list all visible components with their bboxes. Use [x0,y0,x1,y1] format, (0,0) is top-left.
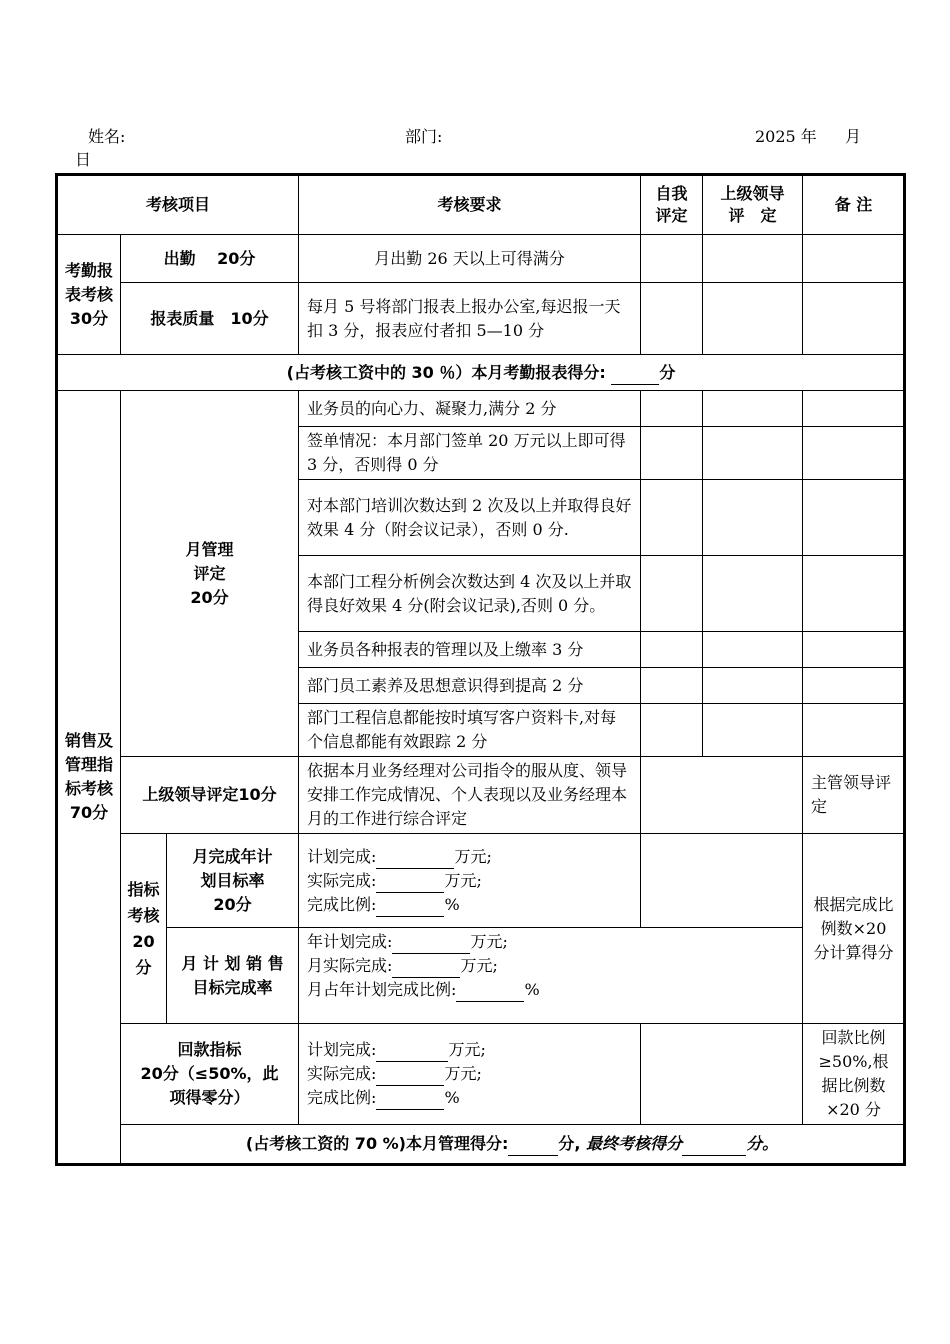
mgmt-item-staff-quality: 部门员工素养及思想意识得到提高 2 分 [299,668,641,704]
evaluation-table [55,173,906,1166]
department-label: 部门: [405,127,443,146]
attendance-item: 出勤 20分 [121,235,299,283]
payback-requirement: 计划完成: 万元; 实际完成: 万元; 完成比例: % [299,1024,641,1125]
supervisor-eval-score[interactable] [641,757,803,834]
mgmt-item-note[interactable] [803,427,905,480]
mgmt-item-supervisor-eval[interactable] [703,668,803,704]
report-quality-supervisor-eval[interactable] [703,283,803,355]
mgmt-item-note[interactable] [803,704,905,757]
mgmt-item-self-eval[interactable] [641,556,703,632]
attendance-self-eval[interactable] [641,235,703,283]
column-header-row [57,175,905,235]
mgmt-score-blank[interactable] [508,1137,558,1156]
final-summary-row [57,1125,905,1165]
index-group-label: 指标考核20分 [121,834,167,1024]
supervisor-eval-note: 主管领导评定 [803,757,905,834]
annual-actual-blank[interactable] [376,874,444,893]
report-quality-row [57,283,905,355]
mgmt-item-row [57,391,905,427]
mgmt-item-self-eval[interactable] [641,480,703,556]
attendance-row [57,235,905,283]
annual-rate-row [57,834,905,928]
attendance-supervisor-eval[interactable] [703,235,803,283]
payback-row [57,1024,905,1125]
payback-note: 回款比例≥50%,根据比例数×20 分 [803,1024,905,1125]
final-score-blank[interactable] [682,1137,746,1156]
payback-label: 回款指标 20分（≤50%，此 项得零分） [121,1024,299,1125]
name-label: 姓名: [88,127,126,146]
report-quality-self-eval[interactable] [641,283,703,355]
monthly-mgmt-label: 月管理 评定 20分 [121,391,299,757]
mgmt-item-note[interactable] [803,668,905,704]
annual-rate-score[interactable] [641,834,803,928]
monthly-rate-requirement: 年计划完成: 万元; 月实际完成: 万元; 月占年计划完成比例: % [299,928,803,1024]
year-label: 2025 年 [755,127,817,146]
annual-ratio-blank[interactable] [376,898,444,917]
mgmt-item-training: 对本部门培训次数达到 2 次及以上并取得良好效果 4 分（附会议记录），否则 0 分. [299,480,641,556]
mgmt-item-cohesion: 业务员的向心力、凝聚力,满分 2 分 [299,391,641,427]
mgmt-item-note[interactable] [803,391,905,427]
attendance-requirement: 月出勤 26 天以上可得满分 [299,235,641,283]
mgmt-item-supervisor-eval[interactable] [703,427,803,480]
index-note: 根据完成比例数×20 分计算得分 [803,834,905,1024]
annual-plan-blank[interactable] [376,850,454,869]
final-summary: (占考核工资的 70 %)本月管理得分: 分, 最终考核得分 分。 [121,1125,905,1165]
mgmt-item-supervisor-eval[interactable] [703,632,803,668]
col-note-header: 备 注 [803,175,905,235]
monthly-rate-label: 月 计 划 销 售 目标完成率 [167,928,299,1024]
mgmt-item-self-eval[interactable] [641,391,703,427]
attendance-note[interactable] [803,235,905,283]
payback-ratio-blank[interactable] [376,1091,444,1110]
month-label: 月 [845,127,862,146]
mgmt-item-reports: 业务员各种报表的管理以及上缴率 3 分 [299,632,641,668]
sales-group-label: 销售及管理指标考核70分 [57,391,121,1165]
day-label: 日 [75,150,92,169]
month-ratio-blank[interactable] [456,983,524,1002]
annual-rate-label: 月完成年计 划目标率 20分 [167,834,299,928]
payback-actual-blank[interactable] [376,1067,444,1086]
mgmt-item-self-eval[interactable] [641,427,703,480]
mgmt-item-note[interactable] [803,632,905,668]
annual-rate-requirement: 计划完成: 万元; 实际完成: 万元; 完成比例: % [299,834,641,928]
payback-score[interactable] [641,1024,803,1125]
month-actual-blank[interactable] [392,959,460,978]
attendance-group-label: 考勤报表考核30分 [57,235,121,355]
payback-plan-blank[interactable] [376,1043,448,1062]
mgmt-item-supervisor-eval[interactable] [703,480,803,556]
supervisor-eval-label: 上级领导评定10分 [121,757,299,834]
attendance-summary: (占考核工资中的 30 ％）本月考勤报表得分: 分 [57,355,905,391]
col-supervisor-eval-header: 上级领导 评 定 [703,175,803,235]
mgmt-item-analysis-meeting: 本部门工程分析例会次数达到 4 次及以上并取得良好效果 4 分(附会议记录),否则 0 分。 [299,556,641,632]
mgmt-item-supervisor-eval[interactable] [703,704,803,757]
report-quality-requirement: 每月 5 号将部门报表上报办公室,每迟报一天扣 3 分，报表应付者扣 5—10 分 [299,283,641,355]
monthly-rate-row [57,928,905,1024]
mgmt-item-self-eval[interactable] [641,668,703,704]
attendance-score-blank[interactable] [611,366,659,385]
mgmt-item-supervisor-eval[interactable] [703,391,803,427]
mgmt-item-supervisor-eval[interactable] [703,556,803,632]
mgmt-item-note[interactable] [803,480,905,556]
mgmt-item-self-eval[interactable] [641,704,703,757]
attendance-summary-row [57,355,905,391]
col-item-header: 考核项目 [57,175,299,235]
mgmt-item-note[interactable] [803,556,905,632]
mgmt-item-signing: 签单情况：本月部门签单 20 万元以上即可得 3 分，否则得 0 分 [299,427,641,480]
col-self-eval-header: 自我 评定 [641,175,703,235]
report-quality-item: 报表质量 10分 [121,283,299,355]
supervisor-eval-row [57,757,905,834]
report-quality-note[interactable] [803,283,905,355]
mgmt-item-project-info: 部门工程信息都能按时填写客户资料卡,对每个信息都能有效跟踪 2 分 [299,704,641,757]
supervisor-eval-requirement: 依据本月业务经理对公司指令的服从度、领导安排工作完成情况、个人表现以及业务经理本月的工作进行综合评定 [299,757,641,834]
year-plan-blank[interactable] [392,935,470,954]
mgmt-item-self-eval[interactable] [641,632,703,668]
col-requirement-header: 考核要求 [299,175,641,235]
